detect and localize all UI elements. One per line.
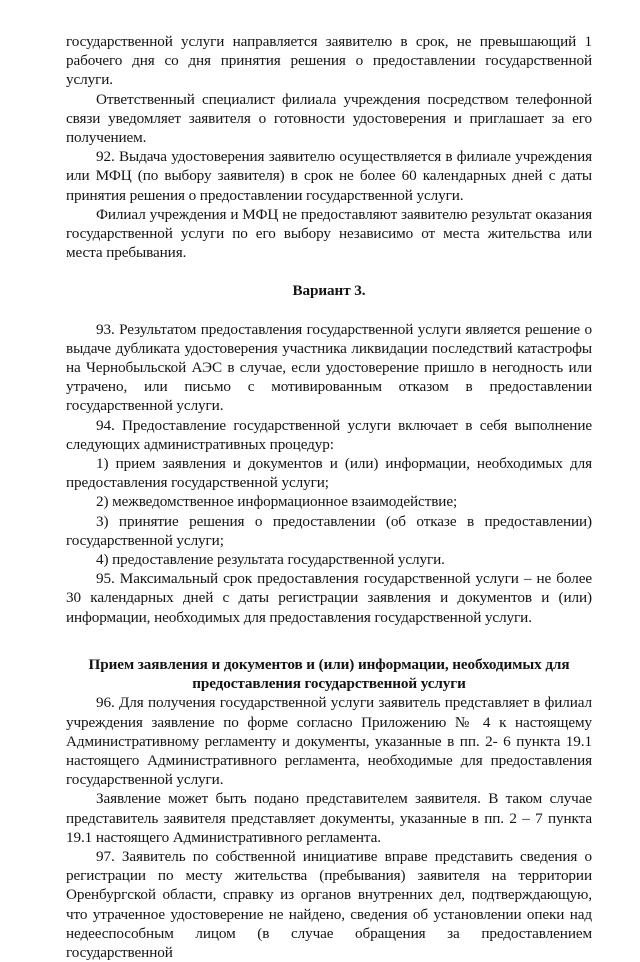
paragraph-97: 97. Заявитель по собственной инициативе вправе представить сведения о регистрации по месту жительства (пребывания) заявителя на территории Оренбургской области, справку из органов внутренних дел, подтверждающую, что утраченное удостоверение не найдено, сведения об установлении опеки над недееспособным лицом (в случае обращения за предоставлением государственной (66, 847, 592, 961)
variant-heading: Вариант 3. (292, 282, 366, 300)
document-page (66, 32, 592, 962)
section-heading: Прием заявления и документов и (или) информации, необходимых для предоставления государственной услуги (88, 655, 570, 693)
paragraph-93: 93. Результатом предоставления государственной услуги является решение о выдаче дубликата удостоверения участника ликвидации последствий катастрофы на Чернобыльской АЭС в случае, если удостоверение пришло в негодность или утрачено, или письмо с мотивированным отказом в предоставлении государственной услуги. (66, 320, 592, 415)
paragraph-96: 96. Для получения государственной услуги заявитель представляет в филиал учреждения заявление по форме согласно Приложению № 4 к настоящему Административному регламенту и документы, указанные в пп. 2- 6 пункта 19.1 настоящего Административного регламента, необходимые для предоставления государственной услуги. (66, 694, 592, 789)
paragraph-notification: Ответственный специалист филиала учреждения посредством телефонной связи уведомляет заявителя о готовности удостоверения и приглашает за его получением. (66, 90, 592, 147)
list-item-3: 3) принятие решения о предоставлении (об отказе в предоставлении) государственной услуги; (66, 512, 592, 549)
paragraph-representative: Заявление может быть подано представителем заявителя. В таком случае представитель заявителя представляет документы, указанные в пп. 2 – 7 пункта 19.1 настоящего Административного регламента. (66, 790, 592, 846)
list-item-1: 1) прием заявления и документов и (или) информации, необходимых для предоставления государственной услуги; (66, 455, 592, 492)
paragraph-92: 92. Выдача удостоверения заявителю осуществляется в филиале учреждения или МФЦ (по выбору заявителя) в срок не более 60 календарных дней с даты принятия решения о предоставлении государственной услуги. (66, 148, 592, 204)
list-item-2: 2) межведомственное информационное взаимодействие; (96, 493, 458, 511)
paragraph-95: 95. Максимальный срок предоставления государственной услуги – не более 30 календарных дней с даты регистрации заявления и документов и (или) информации, необходимых для предоставления государственной услуги. (66, 570, 592, 626)
list-item-4: 4) предоставление результата государственной услуги. (96, 551, 445, 569)
paragraph-94: 94. Предоставление государственной услуги включает в себя выполнение следующих административных процедур: (66, 416, 592, 453)
paragraph-branch-mfc: Филиал учреждения и МФЦ не предоставляют заявителю результат оказания государственной услуги по его выбору независимо от места жительства или места пребывания. (66, 205, 592, 262)
paragraph-continuation: государственной услуги направляется заявителю в срок, не превышающий 1 рабочего дня со дня принятия решения о предоставлении государственной услуги. (66, 33, 592, 89)
